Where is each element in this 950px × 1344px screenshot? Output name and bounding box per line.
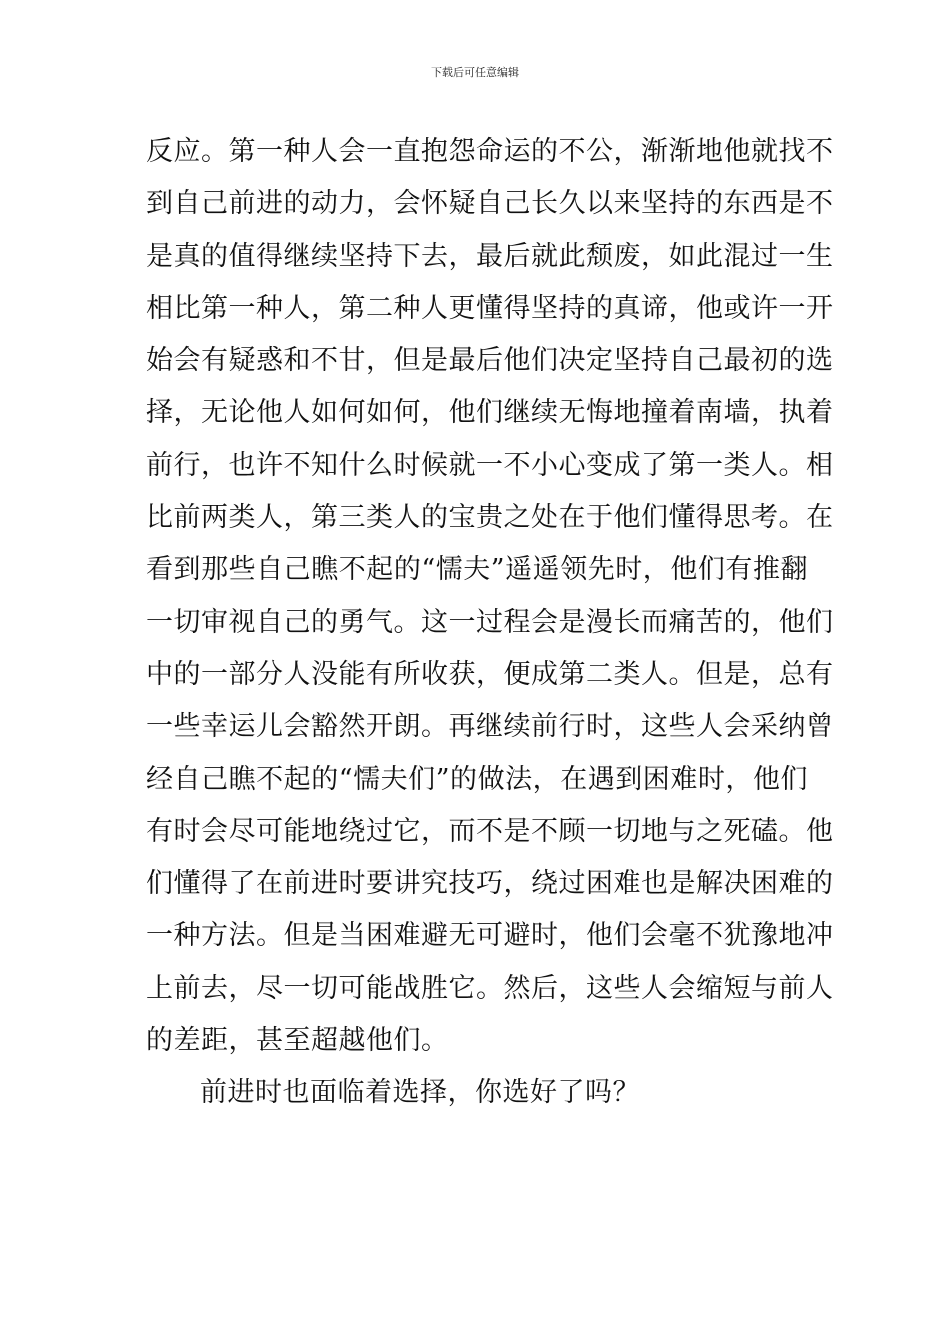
paragraph-line: 反应。第一种人会一直抱怨命运的不公，渐渐地他就找不 (146, 136, 834, 167)
paragraph-line: 一种方法。但是当困难避无可避时，他们会毫不犹豫地冲 (146, 920, 834, 952)
paragraph-line: 是真的值得继续坚持下去，最后就此颓废，如此混过一生 (146, 240, 834, 272)
paragraph-line: 的差距，甚至超越他们。 (146, 1025, 449, 1057)
closing-question: 前进时也面临着选择，你选好了吗？ (200, 1077, 640, 1109)
paragraph-line: 比前两类人，第三类人的宝贵之处在于他们懂得思考。在 (146, 502, 834, 534)
paragraph-line: 有时会尽可能地绕过它，而不是不顾一切地与之死磕。他 (146, 815, 834, 847)
paragraph-line: 前行，也许不知什么时候就一不小心变成了第一类人。相 (146, 449, 834, 481)
paragraph-line: 上前去，尽一切可能战胜它。然后，这些人会缩短与前人 (146, 972, 834, 1004)
paragraph-line: 相比第一种人，第二种人更懂得坚持的真谛，他或许一开 (146, 292, 834, 324)
paragraph-line: 看到那些自己瞧不起的“懦夫”遥遥领先时，他们有推翻 (146, 554, 808, 586)
body-text (146, 126, 834, 1120)
paragraph-line: 始会有疑惑和不甘，但是最后他们决定坚持自己最初的选 (146, 345, 834, 377)
paragraph-line: 经自己瞧不起的“懦夫们”的做法，在遇到困难时，他们 (146, 763, 808, 795)
paragraph-line: 一切审视自己的勇气。这一过程会是漫长而痛苦的，他们 (146, 606, 834, 638)
paragraph-line: 中的一部分人没能有所收获，便成第二类人。但是，总有 (146, 658, 834, 690)
paragraph-line: 择，无论他人如何如何，他们继续无悔地撞着南墙，执着 (146, 397, 834, 429)
header-note: 下载后可任意编辑 (431, 66, 519, 79)
paragraph-line: 到自己前进的动力，会怀疑自己长久以来坚持的东西是不 (146, 188, 834, 220)
paragraph-line: 一些幸运儿会豁然开朗。再继续前行时，这些人会采纳曾 (146, 711, 834, 743)
paragraph-line: 们懂得了在前进时要讲究技巧，绕过困难也是解决困难的 (146, 868, 834, 900)
